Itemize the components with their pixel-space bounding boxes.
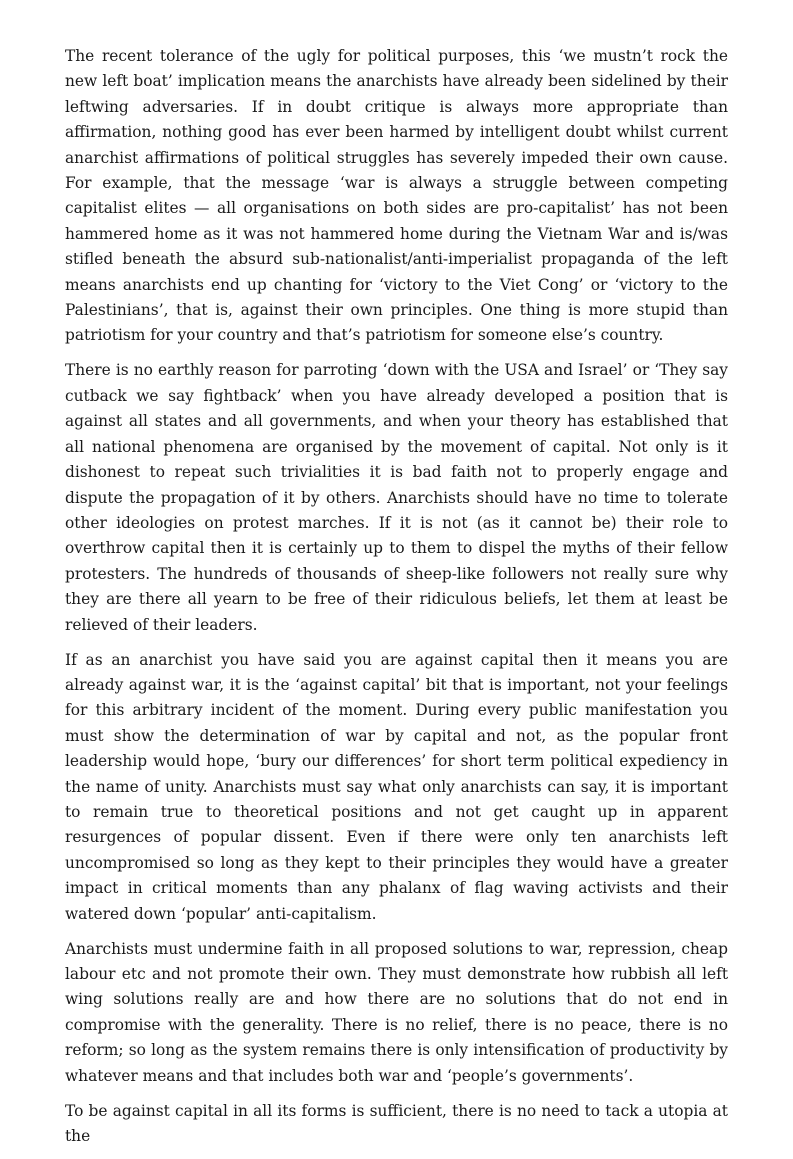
body-paragraph-2: There is no earthly reason for parroting ‘down with the USA and Israel’ or ‘They say cutback we say fightback’ when you have already developed a position that is against all states and all governments, and when your theory has established that all national phenomena are organised by the movement of capital. Not only is it dishonest to repeat such trivialities it is bad faith not to properly engage and dispute the propagation of it by others. Anarchists should have no time to tolerate other ideologies on protest marches. If it is not (as it cannot be) their role to overthrow capital then it is certainly up to them to dispel the myths of their fellow protesters. The hundreds of thousands of sheep-like followers not really sure why they are there all yearn to be free of their ridiculous beliefs, let them at least be relieved of their leaders. (65, 361, 728, 634)
body-paragraph-3: If as an anarchist you have said you are against capital then it means you are already against war, it is the ‘against capital’ bit that is important, not your feelings for this arbitrary incident of the moment. During every public manifestation you must show the determination of war by capital and not, as the popular front leadership would hope, ‘bury our differences’ for short term political expediency in the name of unity. Anarchists must say what only anarchists can say, it is important to remain true to theoretical positions and not get caught up in apparent resurgences of popular dissent. Even if there were only ten anarchists left uncompromised so long as they kept to their principles they would have a greater impact in critical moments than any phalanx of flag waving activists and their watered down ‘popular’ anti-capitalism. (65, 650, 728, 923)
body-paragraph-4: Anarchists must undermine faith in all proposed solutions to war, repression, cheap labour etc and not promote their own. They must demonstrate how rubbish all left wing solutions really are and how there are no solutions that do not end in compromise with the generality. There is no relief, there is no peace, there is no reform; so long as the system remains there is only intensification of productivity by whatever means and that includes both war and ‘people’s governments’. (65, 939, 728, 1085)
body-paragraph-1: The recent tolerance of the ugly for political purposes, this ‘we mustn’t rock the new left boat’ implication means the anarchists have already been sidelined by their leftwing adversaries. If in doubt critique is always more appropriate than affirmation, nothing good has ever been harmed by intelligent doubt whilst current anarchist affirmations of political struggles has severely impeded their own cause. For example, that the message ‘war is always a struggle between competing capitalist elites — all organisations on both sides are pro-capitalist’ has not been hammered home as it was not hammered home during the Vietnam War and is/was stifled beneath the absurd sub-nationalist/anti-imperialist propaganda of the left means anarchists end up chanting for ‘victory to the Viet Cong’ or ‘victory to the Palestinians’, that is, against their own principles. One thing is more stupid than patriotism for your country and that’s patriotism for someone else’s country. (65, 47, 728, 345)
body-paragraph-5: To be against capital in all its forms is sufficient, there is no need to tack a utopia at the (65, 1101, 728, 1146)
document-page (65, 44, 728, 1159)
